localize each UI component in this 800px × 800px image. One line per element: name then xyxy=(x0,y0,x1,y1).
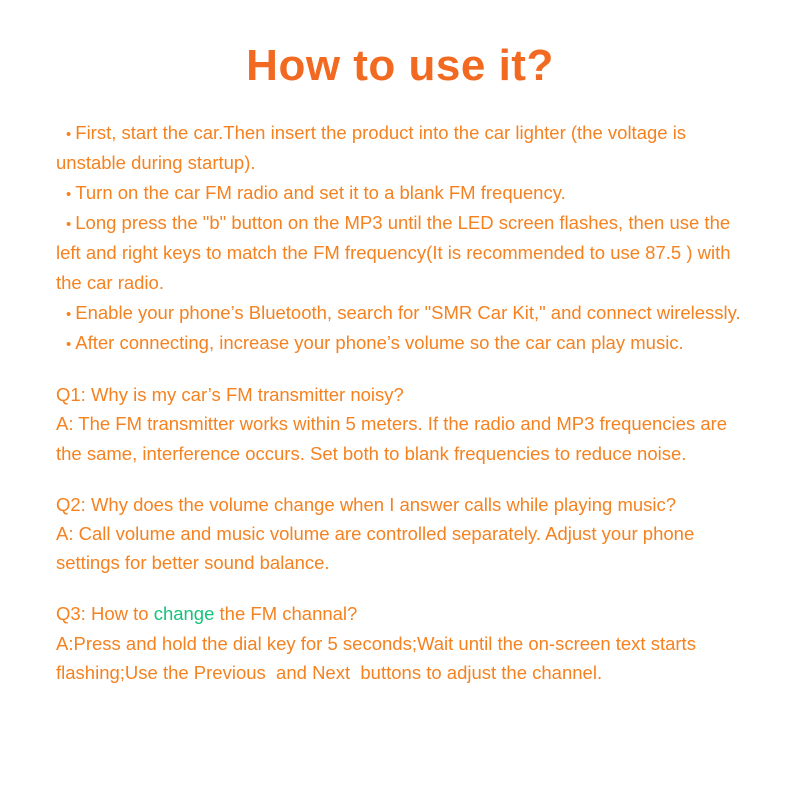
faq-answer: A: The FM transmitter works within 5 meters. If the radio and MP3 frequencies are the same, interference occurs. Set both to blank frequencies to reduce noise. xyxy=(56,413,733,464)
bullet-dot-icon: • xyxy=(66,186,72,204)
list-item xyxy=(56,298,744,328)
faq-question-prefix: Q3: How to xyxy=(56,603,154,625)
faq-item-3 xyxy=(56,599,744,687)
faq-question-suffix: the FM channal? xyxy=(214,603,358,625)
list-item-text: Turn on the car FM radio and set it to a blank FM frequency. xyxy=(75,182,566,204)
list-item-text: First, start the car.Then insert the product into the car lighter (the voltage is unstable during startup). xyxy=(56,122,687,174)
faq-item-1 xyxy=(56,380,744,468)
list-item xyxy=(56,118,744,178)
faq-question xyxy=(56,599,744,628)
faq-question-highlight: change xyxy=(153,603,215,625)
bullet-dot-icon: • xyxy=(66,306,72,324)
list-item xyxy=(56,328,744,358)
bullet-dot-icon: • xyxy=(66,216,72,234)
list-item-text: After connecting, increase your phone’s volume so the car can play music. xyxy=(75,332,684,354)
list-item-text: Enable your phone’s Bluetooth, search for "SMR Car Kit," and connect wirelessly. xyxy=(75,302,741,324)
faq-answer: A: Call volume and music volume are controlled separately. Adjust your phone settings for better sound balance. xyxy=(56,523,700,574)
faq-item-2 xyxy=(56,490,744,578)
faq-question: Q1: Why is my car’s FM transmitter noisy? xyxy=(56,384,404,406)
page-title: How to use it? xyxy=(246,41,554,90)
list-item xyxy=(56,208,744,298)
faq-answer: A:Press and hold the dial key for 5 seconds;Wait until the on-screen text starts flashing;Use the Previous and Next buttons to adjust the channel. xyxy=(56,632,702,683)
faq-section xyxy=(56,380,744,687)
faq-question: Q2: Why does the volume change when I answer calls while playing music? xyxy=(56,493,677,515)
bullet-dot-icon: • xyxy=(66,126,72,144)
bullet-dot-icon: • xyxy=(66,336,72,354)
list-item-text: Long press the "b" button on the MP3 until the LED screen flashes, then use the left and right keys to match the FM frequency(It is recommended to use 87.5 ) with the car radio. xyxy=(56,212,731,294)
usage-steps-list xyxy=(56,118,744,358)
list-item xyxy=(56,178,744,208)
